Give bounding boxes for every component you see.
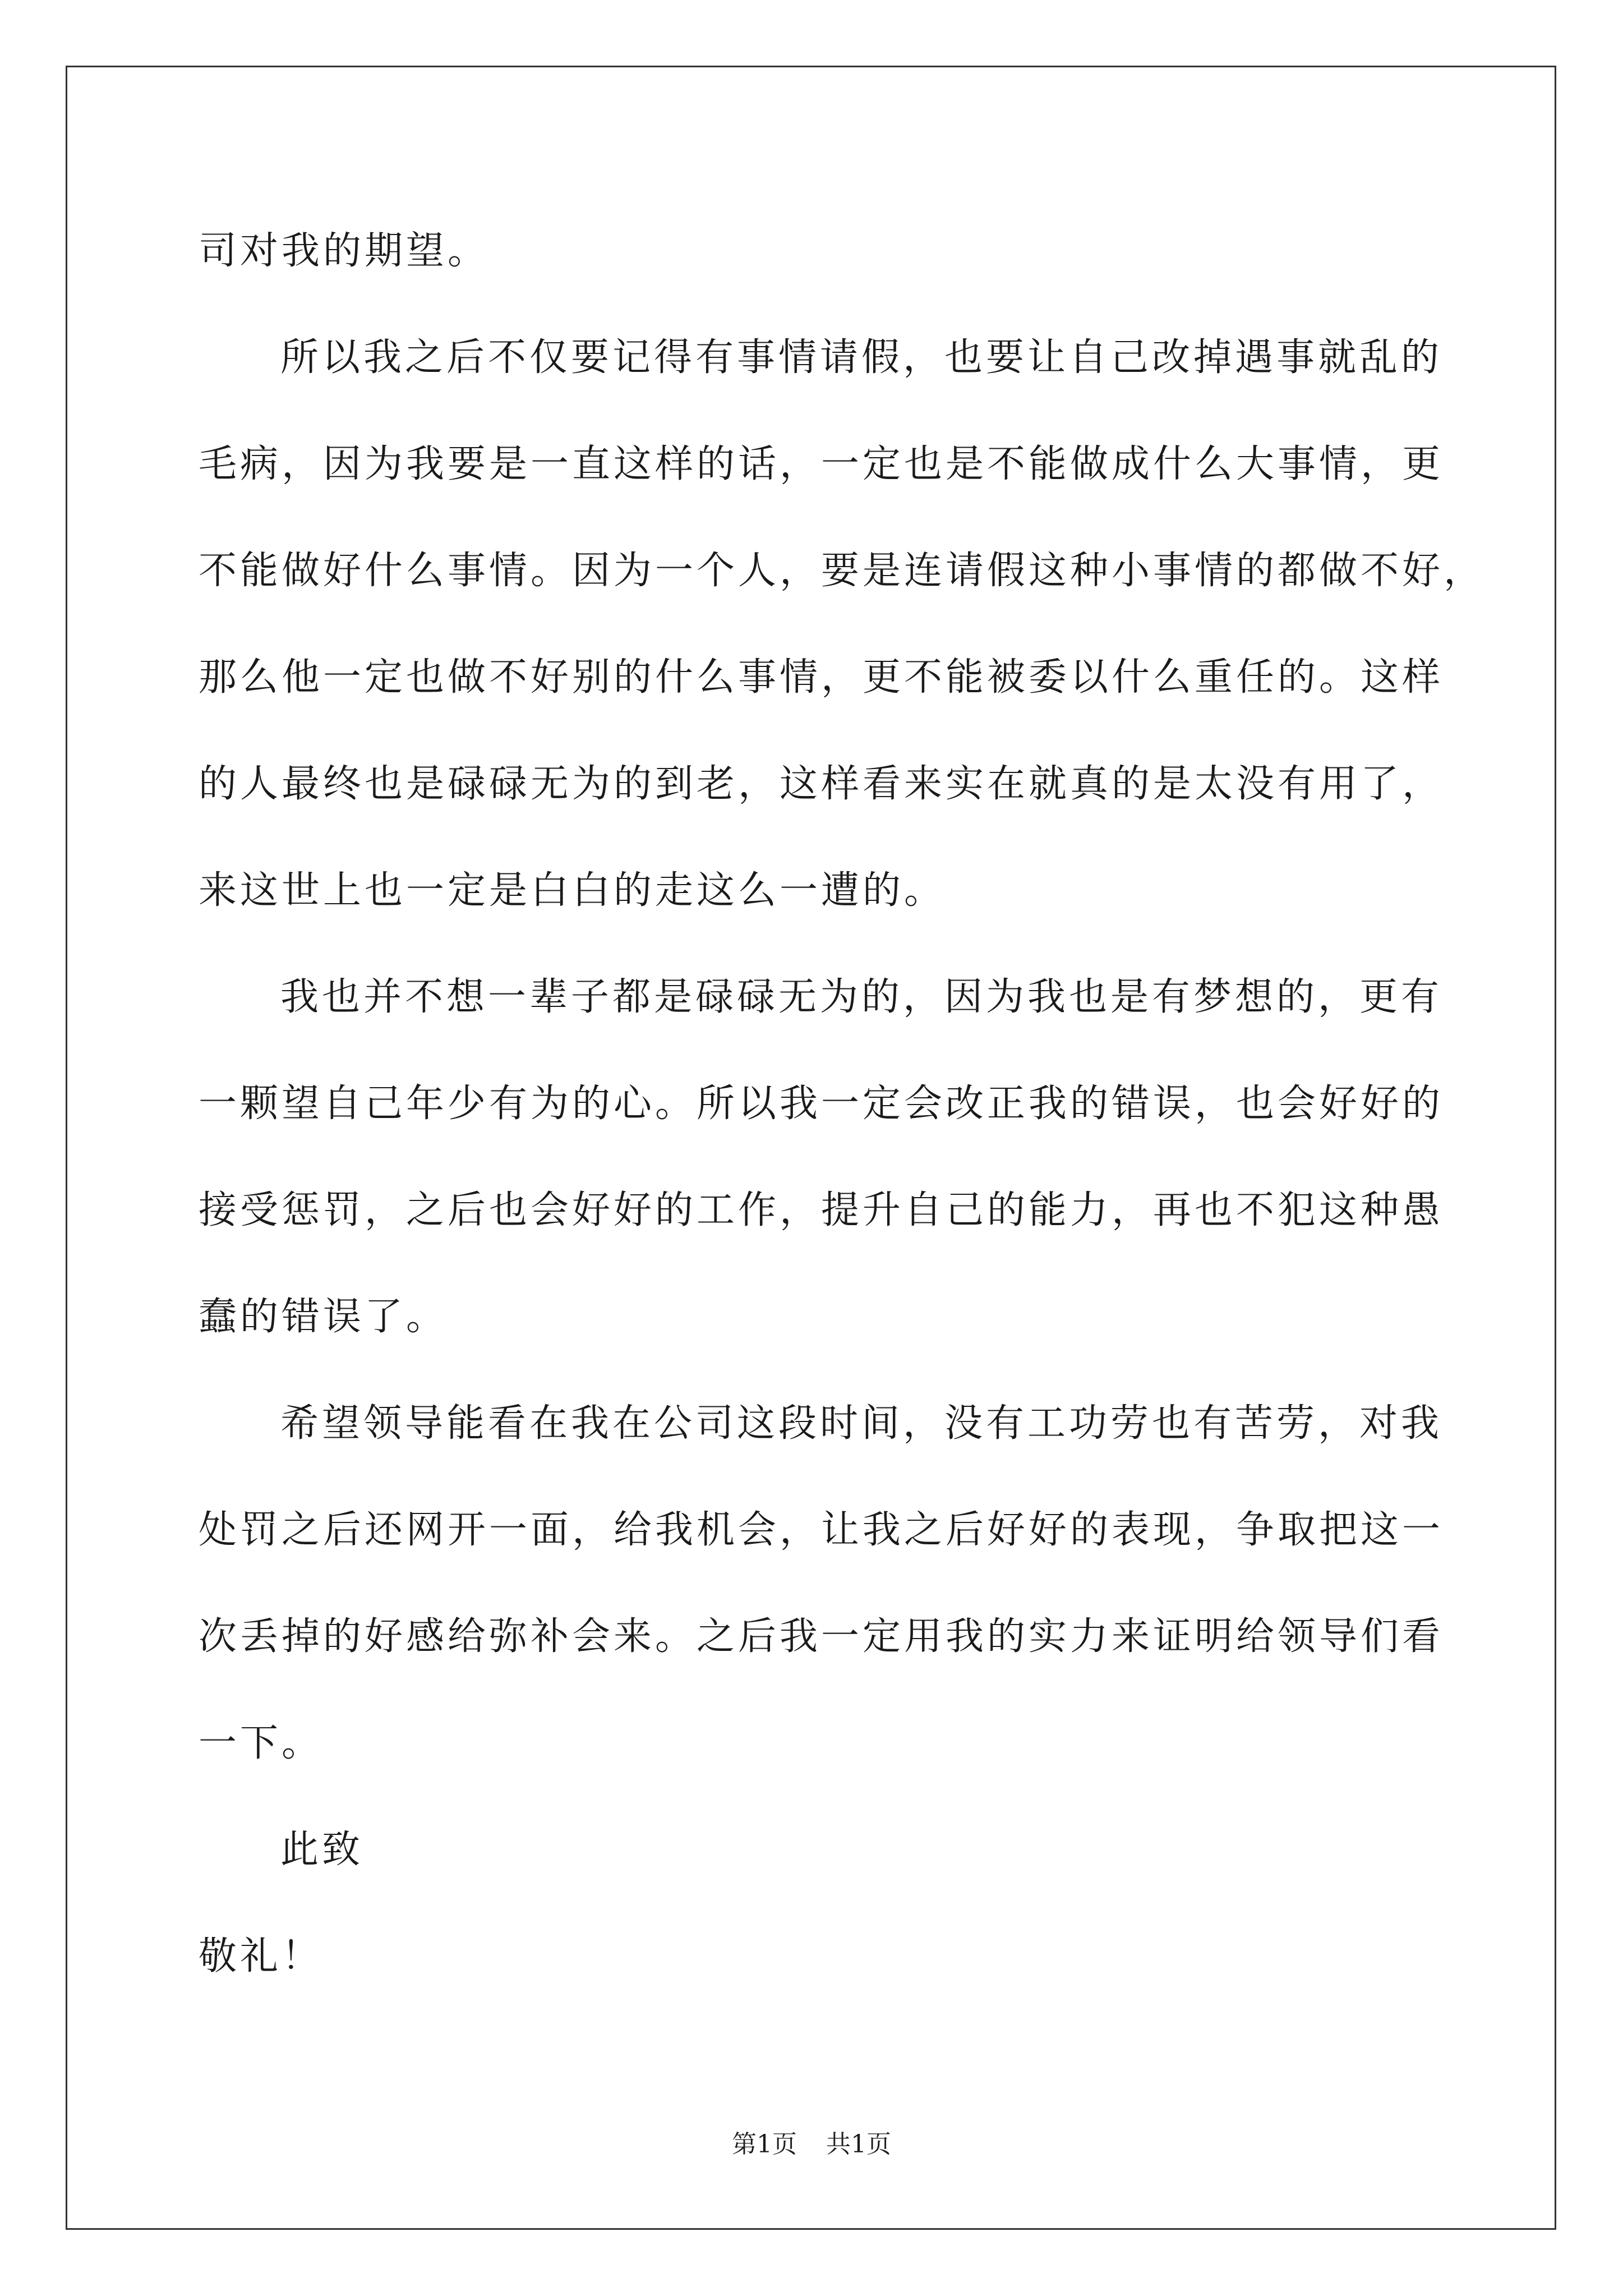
closing-regards: 敬礼！	[199, 1934, 324, 1978]
text-line: 我也并不想一辈子都是碌碌无为的，因为我也是有梦想的，更有	[280, 975, 1443, 1019]
page-footer	[0, 2124, 1623, 2160]
text-line: 那么他一定也做不好别的什么事情，更不能被委以什么重任的。这样	[199, 655, 1444, 700]
text-line: 所以我之后不仅要记得有事情请假，也要让自己改掉遇事就乱的	[280, 335, 1443, 380]
closing-salutation: 此致	[280, 1828, 364, 1872]
text-line: 司对我的期望。	[199, 229, 490, 273]
text-line: 的人最终也是碌碌无为的到老，这样看来实在就真的是太没有用了，	[199, 762, 1444, 806]
text-line: 蠢的错误了。	[199, 1295, 448, 1339]
text-line: 毛病，因为我要是一直这样的话，一定也是不能做成什么大事情，更	[199, 442, 1444, 486]
page-border	[66, 66, 1556, 2230]
text-line: 一颗望自己年少有为的心。所以我一定会改正我的错误，也会好好的	[199, 1082, 1444, 1126]
text-line: 接受惩罚，之后也会好好的工作，提升自己的能力，再也不犯这种愚	[199, 1188, 1444, 1232]
page-number-current: 第1页	[732, 2130, 797, 2159]
page-number-total: 共1页	[826, 2130, 891, 2159]
text-line: 次丢掉的好感给弥补会来。之后我一定用我的实力来证明给领导们看	[199, 1614, 1444, 1659]
text-line: 处罚之后还网开一面，给我机会，让我之后好好的表现，争取把这一	[199, 1508, 1444, 1552]
text-line: 来这世上也一定是白白的走这么一遭的。	[199, 868, 946, 913]
text-line: 一下。	[199, 1721, 324, 1765]
text-line: 希望领导能看在我在公司这段时间，没有工功劳也有苦劳，对我	[280, 1401, 1443, 1446]
text-line: 不能做好什么事情。因为一个人，要是连请假这种小事情的都做不好，	[199, 549, 1486, 593]
